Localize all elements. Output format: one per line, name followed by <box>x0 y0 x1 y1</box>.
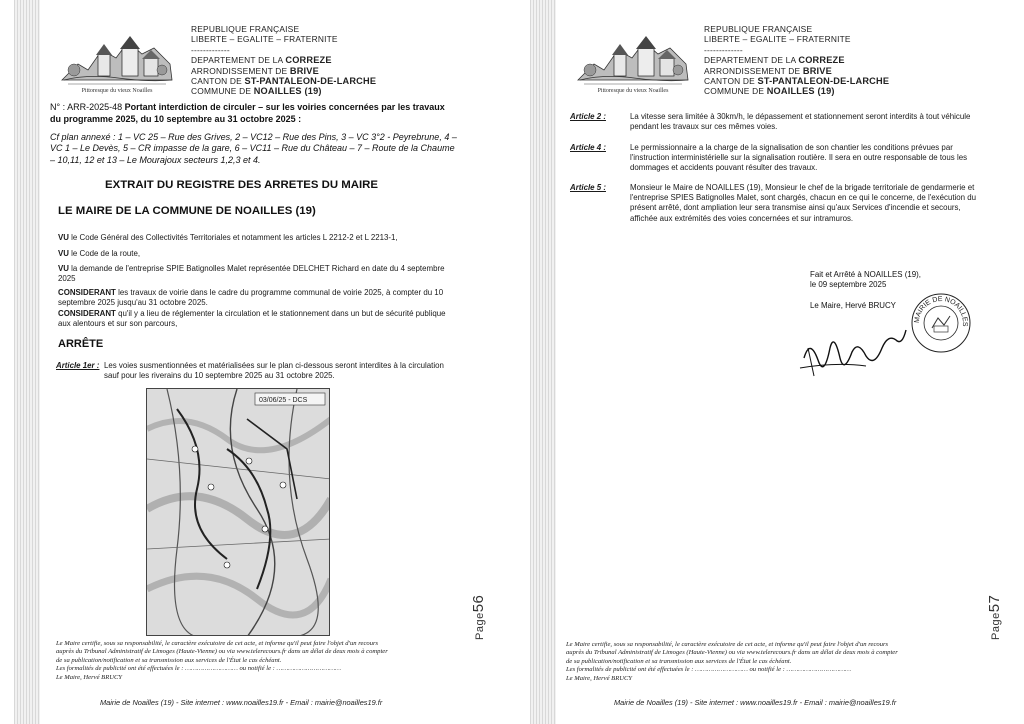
village-sketch-logo <box>574 28 692 98</box>
signature-icon <box>796 318 916 388</box>
footer-contact: Mairie de Noailles (19) - Site internet : www.noailles19.fr - Email : mairie@noailles19.fr <box>100 698 383 707</box>
title-maire: LE MAIRE DE LA COMMUNE DE NOAILLES (19) <box>58 205 316 217</box>
article-1-text: Les voies susmentionnées et matérialisées sur le plan ci-dessous seront interdites à la circulation sauf pour les riverains du 10 septembre 2025 au 31 octobre 2025. <box>104 361 444 381</box>
department-line: DEPARTEMENT DE LA CORREZE <box>704 55 845 66</box>
header-separator: ------------- <box>704 44 743 55</box>
department-line: DEPARTEMENT DE LA CORREZE <box>191 55 332 66</box>
legal-notice: Le Maire certifie, sous sa responsabilité, le caractère exécutoire de cet acte, et informe qu'il peut faire l'objet d'un recours auprès du Tribunal Administratif de Limoges (Haute-Vienne) ou via www.telerecours.fr dans un délai de deux mois à compter de sa publication/notification et sa transmission aux services de l'État le cas échéant. Les formalités de publicité ont été effectuées le : ……………………… ou notifié le : …………………………… Le Maire, Hervé BRUCY <box>566 641 898 682</box>
scan-margin-strip <box>530 0 556 724</box>
vu-demande: VU la demande de l'entreprise SPIE Batignolles Malet représentée DELCHET Richard en date du 4 septembre 2025 <box>58 264 445 284</box>
right-page <box>520 0 1010 724</box>
mairie-seal <box>910 292 972 354</box>
commune-line: COMMUNE DE NOAILLES (19) <box>191 86 322 97</box>
header-block <box>704 24 889 97</box>
article-1 <box>56 361 460 385</box>
village-sketch-icon <box>574 28 692 88</box>
page-number-56: Page56 <box>470 594 487 640</box>
map-stamp-text: 03/06/25 - DCS <box>259 397 308 404</box>
village-sketch-logo <box>58 28 176 98</box>
header-block <box>191 24 376 97</box>
article-4-text: Le permissionnaire a la charge de la signalisation de son chantier les conditions prévues par l'instruction interministérielle sur la signalisation routière. Il sera en outre responsable de tous les dommages et accidents pouvant résulter des travaux. <box>630 143 968 173</box>
header-separator: ------------- <box>191 44 230 55</box>
article-5-text: Monsieur le Maire de NOAILLES (19), Monsieur le chef de la brigade territoriale de gendarmerie et l'entreprise SPIES Batignolles Malet, sont chargés, chacun en ce qui le concerne, de l'exécution du présent arrêté, dont ampliation leur sera transmise ainsi qu'aux Services d'incendie et secours, affichée aux extrémités des voies concernées et sur intramuros. <box>630 183 977 223</box>
logo-caption: Pittoresque du vieux Noailles <box>81 88 153 94</box>
vu-code-route: VU le Code de la route, <box>58 249 141 258</box>
article-4 <box>570 143 980 177</box>
republic-line: REPUBLIQUE FRANÇAISE <box>191 24 300 34</box>
left-page <box>0 0 490 724</box>
page-number-57: Page57 <box>986 594 1003 640</box>
article-5-label: Article 5 : <box>570 183 606 192</box>
signed-at: Fait et Arrêté à NOAILLES (19), <box>810 270 921 279</box>
republic-line: REPUBLIQUE FRANÇAISE <box>704 24 813 34</box>
commune-line: COMMUNE DE NOAILLES (19) <box>704 86 835 97</box>
arrondissement-line: ARRONDISSEMENT DE BRIVE <box>191 65 319 76</box>
reference-block <box>50 102 455 125</box>
considerant-securite: CONSIDERANT qu'il y a lieu de réglementer la circulation et le stationnement dans un but de sécurité publique aux alentours et sur son parcours, <box>58 309 446 329</box>
article-2-label: Article 2 : <box>570 112 606 121</box>
signature-block <box>810 270 921 311</box>
article-4-label: Article 4 : <box>570 143 606 152</box>
roadworks-plan-map <box>146 388 330 636</box>
canton-line: CANTON DE ST-PANTALEON-DE-LARCHE <box>191 76 377 87</box>
topographic-map-icon <box>147 389 330 636</box>
motto-line: LIBERTE – EGALITE – FRATERNITE <box>704 34 851 45</box>
motto-line: LIBERTE – EGALITE – FRATERNITE <box>191 34 338 45</box>
page-gutter <box>490 0 520 724</box>
title-extrait: EXTRAIT DU REGISTRE DES ARRETES DU MAIRE <box>105 179 378 191</box>
arrondissement-line: ARRONDISSEMENT DE BRIVE <box>704 65 832 76</box>
article-5 <box>570 183 980 237</box>
article-2 <box>570 112 980 136</box>
canton-line: CANTON DE ST-PANTALEON-DE-LARCHE <box>704 76 890 87</box>
article-1-label: Article 1er : <box>56 361 100 370</box>
seal-icon <box>910 292 972 354</box>
seal-text: MAIRIE DE NOAILLES <box>913 295 969 327</box>
legal-notice: Le Maire certifie, sous sa responsabilité, le caractère exécutoire de cet acte, et informe qu'il peut faire l'objet d'un recours auprès du Tribunal Administratif de Limoges (Haute-Vienne) ou via www.telerecours.fr dans un délai de deux mois à compter de sa publication/notification et sa transmission aux services de l'État le cas échéant. Les formalités de publicité ont été effectuées le : ……………………… ou notifié le : …………………………… Le Maire, Hervé BRUCY <box>56 640 388 681</box>
logo-caption: Pittoresque du vieux Noailles <box>597 88 669 94</box>
footer-contact: Mairie de Noailles (19) - Site internet : www.noailles19.fr - Email : mairie@noailles19.fr <box>614 698 897 707</box>
plan-annex: Cf plan annexé : 1 – VC 25 – Rue des Grives, 2 – VC12 – Rue des Pins, 3 – VC 3°2 - Peyrebrune, 4 – VC 1 – Le Devès, 5 – CR impasse de la gare, 6 – VC11 – Rue du Château – 7 – Route de la Chaume – 10,11, 12 et 13 – Le Mourajoux secteurs 1,2,3 et 4. <box>50 132 457 165</box>
handwritten-signature <box>796 318 916 388</box>
arrete-heading: ARRÊTE <box>58 338 104 350</box>
vu-code-collectivites: VU le Code Général des Collectivités Territoriales et notamment les articles L 2212-2 et L 2213-1, <box>58 233 398 242</box>
considerant-travaux: CONSIDERANT les travaux de voirie dans le cadre du programme communal de voirie 2025, à compter du 10 septembre 2025 jusqu'au 31 octobre 2025. <box>58 288 444 308</box>
ref-subject: Portant interdiction de circuler – sur les voiries concernées par les travaux du programme 2025, du 10 septembre au 31 octobre 2025 : <box>50 102 445 124</box>
mayor-name: Le Maire, Hervé BRUCY <box>810 300 896 310</box>
ref-number: N° : ARR-2025-48 <box>50 102 123 112</box>
signed-date: le 09 septembre 2025 <box>810 280 887 290</box>
article-2-text: La vitesse sera limitée à 30km/h, le dépassement et stationnement seront interdits à tout véhicule pendant les travaux sur ces mêmes voies. <box>630 112 971 132</box>
village-sketch-icon <box>58 28 176 88</box>
scan-margin-strip <box>14 0 40 724</box>
